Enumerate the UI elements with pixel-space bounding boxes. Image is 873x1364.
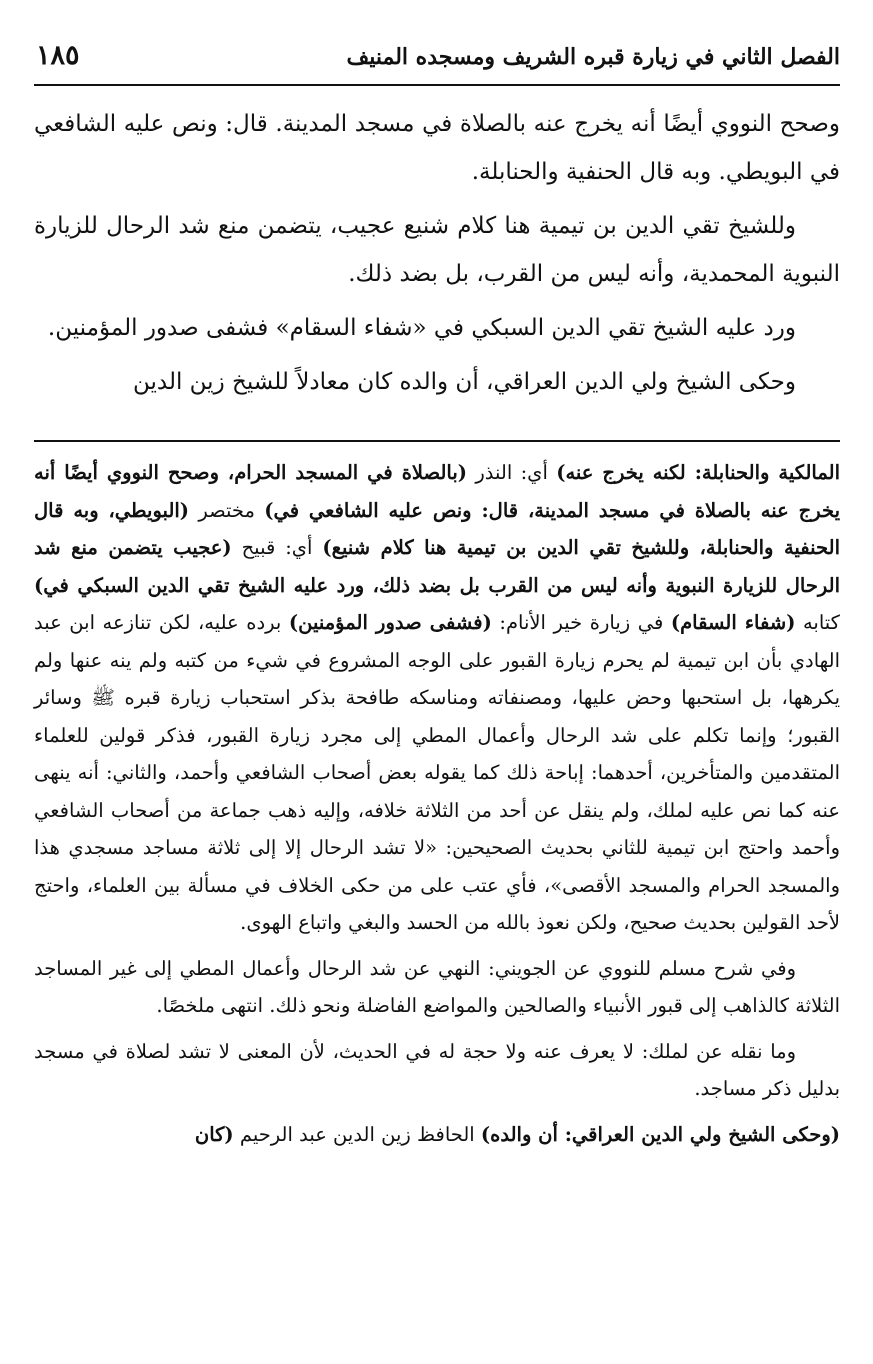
quoted-text: (عجيب يتضمن منع شد الرحال للزيارة النبوية وأنه ليس من القرب بل بضد ذلك، ورد عليه الشيخ تقي الدين السبكي في) bbox=[34, 536, 840, 597]
main-paragraph-4: وحكى الشيخ ولي الدين العراقي، أن والده كان معادلاً للشيخ زين الدين bbox=[132, 369, 796, 395]
main-paragraph-1: وصحح النووي أيضًا أنه يخرج عنه بالصلاة في مسجد المدينة. قال: ونص عليه الشافعي في البويطي. وبه قال الحنفية والحنابلة. bbox=[34, 111, 840, 185]
commentary-paragraph-4 bbox=[34, 1116, 840, 1154]
quoted-text: المالكية والحنابلة: لكنه يخرج عنه) bbox=[556, 461, 840, 484]
quoted-text: (وحكى الشيخ ولي الدين العراقي: أن والده) bbox=[480, 1122, 840, 1146]
book-page bbox=[34, 0, 840, 1364]
main-paragraph-2: وللشيخ تقي الدين بن تيمية هنا كلام شنيع عجيب، يتضمن منع شد الرحال للزيارة النبوية المحمدية، وأنه ليس من القرب، بل بضد ذلك. bbox=[34, 213, 840, 287]
gloss-text: أي: قبيح bbox=[231, 536, 323, 559]
gloss-text: مختصر bbox=[189, 498, 265, 522]
gloss-text: الحافظ زين الدين عبد الرحيم bbox=[233, 1122, 481, 1146]
quoted-text: (كان bbox=[194, 1122, 234, 1146]
page-number: ١٨٥ bbox=[36, 40, 80, 71]
quoted-text: (فشفى صدور المؤمنين) bbox=[288, 611, 492, 634]
main-paragraph-3: ورد عليه الشيخ تقي الدين السبكي في «شفاء السقام» فشفى صدور المؤمنين. bbox=[47, 315, 796, 341]
gloss-text: في زيارة خير الأنام: bbox=[491, 611, 671, 634]
gloss-text: أي: النذر bbox=[467, 461, 557, 484]
page-header bbox=[34, 40, 840, 86]
gloss-text: كتابه bbox=[795, 611, 840, 634]
commentary bbox=[34, 454, 840, 1161]
main-text bbox=[34, 100, 840, 412]
quoted-text: (بالصلاة في المسجد الحرام، وصحح النووي أيضًا أنه يخرج عنه بالصلاة في مسجد المدينة، قال: ونص عليه الشافعي في) bbox=[34, 461, 841, 522]
quoted-text: (البويطي، وبه قال الحنفية والحنابلة، وللشيخ تقي الدين بن تيمية هنا كلام شنيع) bbox=[34, 498, 841, 559]
footnote-divider bbox=[34, 440, 840, 442]
commentary-paragraph-3: وما نقله عن لملك: لا يعرف عنه ولا حجة له في الحديث، لأن المعنى لا تشد لصلاة في مسجد بدليل ذكر مساجد. bbox=[34, 1039, 840, 1100]
quoted-text: (شفاء السقام) bbox=[670, 611, 796, 634]
gloss-text: برده عليه، لكن تنازعه ابن عبد الهادي بأن ابن تيمية لم يحرم زيارة القبور على الوجه المشروع في شيء من كتبه ولم ينه عنها ولم يكرهها، بل استحبها وحض عليها، ومصنفاته ومناسكه طافحة بذكر استحباب زيارة قبره ﷺ وسائر القبور؛ وإنما تكلم على شد الرحال وأعمال المطي إلى مجرد زيارة القبور، فذكر قولين للعلماء المتقدمين والمتأخرين، أحدهما: إباحة ذلك كما يقوله بعض أصحاب الشافعي وأحمد، والثاني: أنه ينهى عنه كما نص عليه لملك، ولم ينقل عن أحد من الثلاثة خلافه، وإليه ذهب جماعة من أصحاب الشافعي وأحمد واحتج ابن تيمية للثاني بحديث الصحيحين: «لا تشد الرحال إلا إلى ثلاثة مساجد مسجدي هذا والمسجد الحرام والمسجد الأقصى»، فأي عتب على من حكى الخلاف في مسألة بين العلماء، واحتج لأحد القولين بحديث صحيح، ولكن نعوذ بالله من الحسد والبغي واتباع الهوى. bbox=[34, 611, 840, 934]
running-title: الفصل الثاني في زيارة قبره الشريف ومسجده المنيف bbox=[346, 44, 840, 70]
commentary-paragraph-1 bbox=[34, 454, 840, 942]
commentary-paragraph-2: وفي شرح مسلم للنووي عن الجويني: النهي عن شد الرحال وأعمال المطي إلى غير المساجد الثلاثة كالذاهب إلى قبور الأنبياء والصالحين والمواضع الفاضلة ونحو ذلك. انتهى ملخصًا. bbox=[34, 956, 840, 1017]
